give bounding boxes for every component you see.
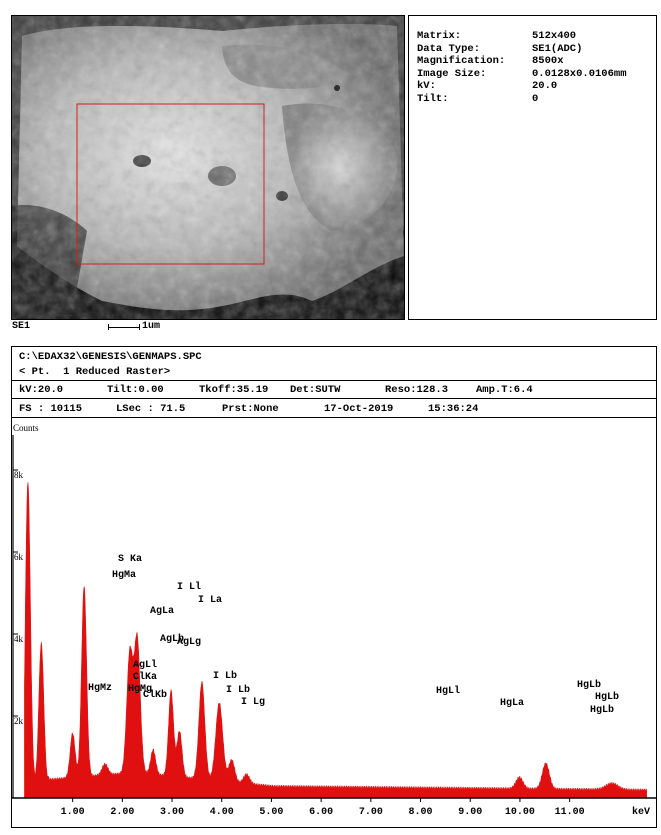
peak-label: I Lg xyxy=(241,697,266,708)
y-tick-label: 2k xyxy=(14,716,23,726)
x-axis-label: keV xyxy=(631,807,650,818)
x-tick-label: 8.00 xyxy=(408,807,433,818)
sem-image xyxy=(11,15,405,320)
peak-label: HgMa xyxy=(112,570,137,581)
param-4: 15:36:24 xyxy=(428,403,479,415)
info-row-kv: kV: 20.0 xyxy=(417,80,558,92)
peak-label: HgLb xyxy=(577,680,602,691)
peak-label: S Ka xyxy=(118,554,143,565)
param-0: FS : 10115 xyxy=(19,403,83,415)
param-3: Det:SUTW xyxy=(290,384,341,396)
spectrum-panel xyxy=(11,346,657,828)
param-5: Amp.T:6.4 xyxy=(476,384,533,396)
peak-label: HgLa xyxy=(500,698,525,709)
y-tick-label: 4k xyxy=(14,634,23,644)
y-tick-label: 8k xyxy=(14,470,23,480)
peak-label: AgLb xyxy=(160,634,185,645)
x-tick-label: 4.00 xyxy=(209,807,234,818)
peak-label: I Lb xyxy=(226,685,251,696)
spectrum-area xyxy=(24,482,646,798)
peak-label: HgLb xyxy=(595,692,620,703)
peak-label: ClKa xyxy=(133,672,158,683)
x-tick-label: 1.00 xyxy=(60,807,85,818)
param-2: Prst:None xyxy=(222,403,279,415)
y-tick-label: 6k xyxy=(14,552,23,562)
file-path: C:\EDAX32\GENESIS\GENMAPS.SPC xyxy=(19,351,202,363)
eds-spectrum-plot xyxy=(12,435,656,827)
scale-bar-label: 1um xyxy=(142,321,161,332)
peak-label: I Ll xyxy=(177,582,202,593)
detector-label: SE1 xyxy=(12,321,31,332)
image-info-panel xyxy=(408,15,657,320)
info-row-tilt: Tilt: 0 xyxy=(417,92,539,105)
divider xyxy=(12,380,656,381)
x-tick-label: 10.00 xyxy=(504,807,535,818)
peak-label: HgMg xyxy=(128,684,153,695)
peak-label: HgLb xyxy=(590,705,615,716)
divider xyxy=(12,417,656,418)
peak-label: ClKb xyxy=(143,690,168,701)
param-1: LSec : 71.5 xyxy=(116,403,186,415)
peak-label: HgMz xyxy=(88,683,113,694)
peak-label: AgLl xyxy=(133,660,158,671)
info-row-image-size: Image Size: 0.0128x0.0106mm xyxy=(417,67,627,80)
x-tick-label: 9.00 xyxy=(458,807,483,818)
peak-label: AgLa xyxy=(150,606,175,617)
info-row-matrix: Matrix: 512x400 xyxy=(417,30,577,42)
divider xyxy=(12,398,656,399)
param-3: 17-Oct-2019 xyxy=(324,403,394,415)
peak-label: I La xyxy=(198,595,223,606)
peak-label: I Lb xyxy=(213,671,238,682)
spectrum-subtitle: < Pt. 1 Reduced Raster> xyxy=(19,366,171,378)
x-tick-label: 6.00 xyxy=(309,807,334,818)
peak-label: HgLl xyxy=(436,686,461,697)
x-tick-label: 2.00 xyxy=(110,807,135,818)
sem-micrograph xyxy=(12,16,404,319)
info-row-magnification: Magnification: 8500x xyxy=(417,55,564,67)
info-row-data-type: Data Type: SE1(ADC) xyxy=(417,42,583,55)
peak-label: AgLg xyxy=(177,637,202,648)
x-tick-label: 11.00 xyxy=(554,807,585,818)
param-4: Reso:128.3 xyxy=(385,384,449,396)
x-tick-label: 7.00 xyxy=(358,807,383,818)
param-2: Tkoff:35.19 xyxy=(199,384,269,396)
y-axis-label: Counts xyxy=(13,423,39,433)
x-tick-label: 3.00 xyxy=(160,807,185,818)
x-tick-label: 5.00 xyxy=(259,807,284,818)
param-0: kV:20.0 xyxy=(19,384,64,396)
param-1: Tilt:0.00 xyxy=(107,384,164,396)
scale-bar xyxy=(108,321,160,332)
scale-bar-line xyxy=(108,324,140,330)
